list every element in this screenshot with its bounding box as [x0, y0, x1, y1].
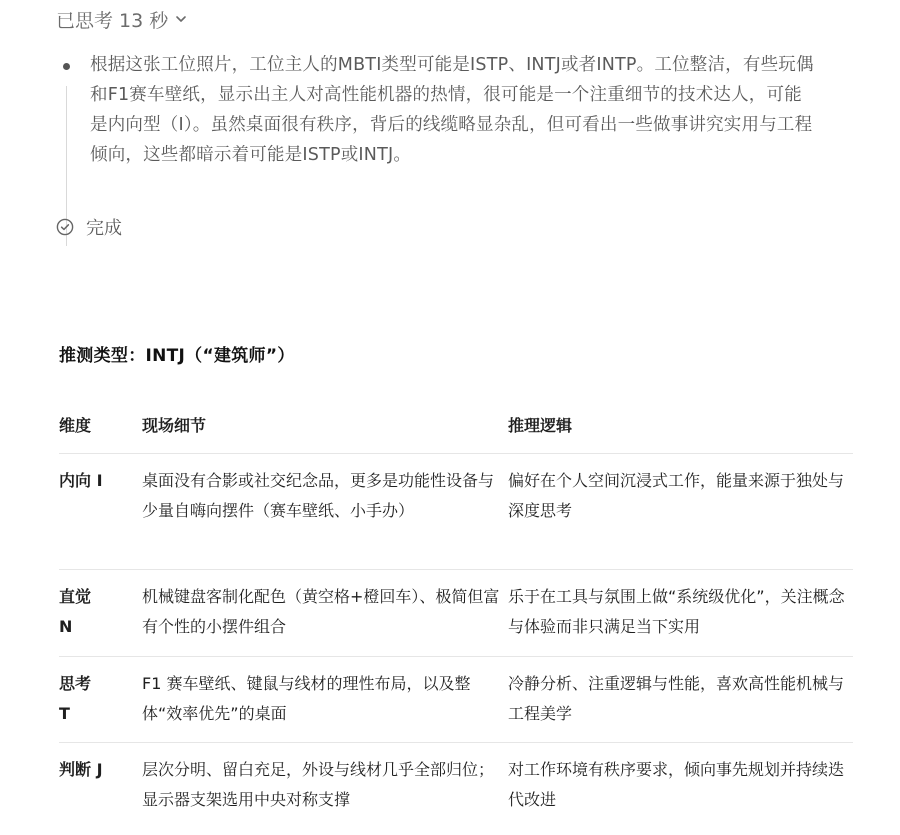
mbti-table: [59, 400, 853, 835]
table-row: [59, 454, 853, 570]
inference-title: 推测类型：INTJ（“建筑师”）: [59, 346, 295, 366]
detail-cell: 桌面没有合影或社交纪念品，更多是功能性设备与少量自嗨向摆件（赛车壁纸、小手办）: [142, 471, 495, 520]
chevron-down-icon: [174, 12, 188, 26]
table-row: [59, 570, 853, 657]
thinking-toggle[interactable]: [56, 4, 188, 34]
table-row: [59, 743, 853, 835]
detail-cell: 层次分明、留白充足，外设与线材几乎全部归位；显示器支架选用中央对称支撑: [142, 760, 495, 809]
header-detail: 现场细节: [142, 416, 207, 435]
status-label: 完成: [86, 218, 122, 239]
dimension-cell: 直觉 N: [59, 587, 92, 636]
reasoning-cell: 冷静分析、注重逻辑与性能，喜欢高性能机械与工程美学: [508, 674, 845, 723]
thought-block: [56, 50, 816, 170]
dimension-cell: 内向 I: [59, 471, 103, 490]
dimension-cell: 判断 J: [59, 760, 103, 779]
thought-text: 根据这张工位照片，工位主人的MBTI类型可能是ISTP、INTJ或者INTP。工位整洁，有些玩偶和F1赛车壁纸，显示出主人对高性能机器的热情，很可能是一个注重细节的技术达人，可能是内向型（I）。虽然桌面很有秩序，背后的线缆略显杂乱，但可看出一些做事讲究实用与工程倾向，这些都暗示着可能是ISTP或INTJ。: [90, 55, 814, 165]
dimension-cell: 思考 T: [59, 674, 92, 723]
table-row: [59, 657, 853, 743]
reasoning-cell: 偏好在个人空间沉浸式工作，能量来源于独处与深度思考: [508, 471, 845, 520]
detail-cell: F1 赛车壁纸、键鼠与线材的理性布局，以及整体“效率优先”的桌面: [142, 674, 471, 723]
header-reasoning: 推理逻辑: [508, 416, 573, 435]
reasoning-cell: 对工作环境有秩序要求，倾向事先规划并持续迭代改进: [508, 760, 845, 809]
reasoning-cell: 乐于在工具与氛围上做“系统级优化”，关注概念与体验而非只满足当下实用: [508, 587, 845, 636]
table-header-row: [59, 400, 853, 454]
status-row: [56, 214, 122, 240]
thinking-label: 已思考 13 秒: [56, 9, 169, 32]
bullet-dot: [63, 63, 70, 70]
detail-cell: 机械键盘客制化配色（黄空格+橙回车）、极简但富有个性的小摆件组合: [142, 587, 500, 636]
check-circle-icon: [56, 218, 74, 236]
header-dimension: 维度: [59, 416, 92, 435]
